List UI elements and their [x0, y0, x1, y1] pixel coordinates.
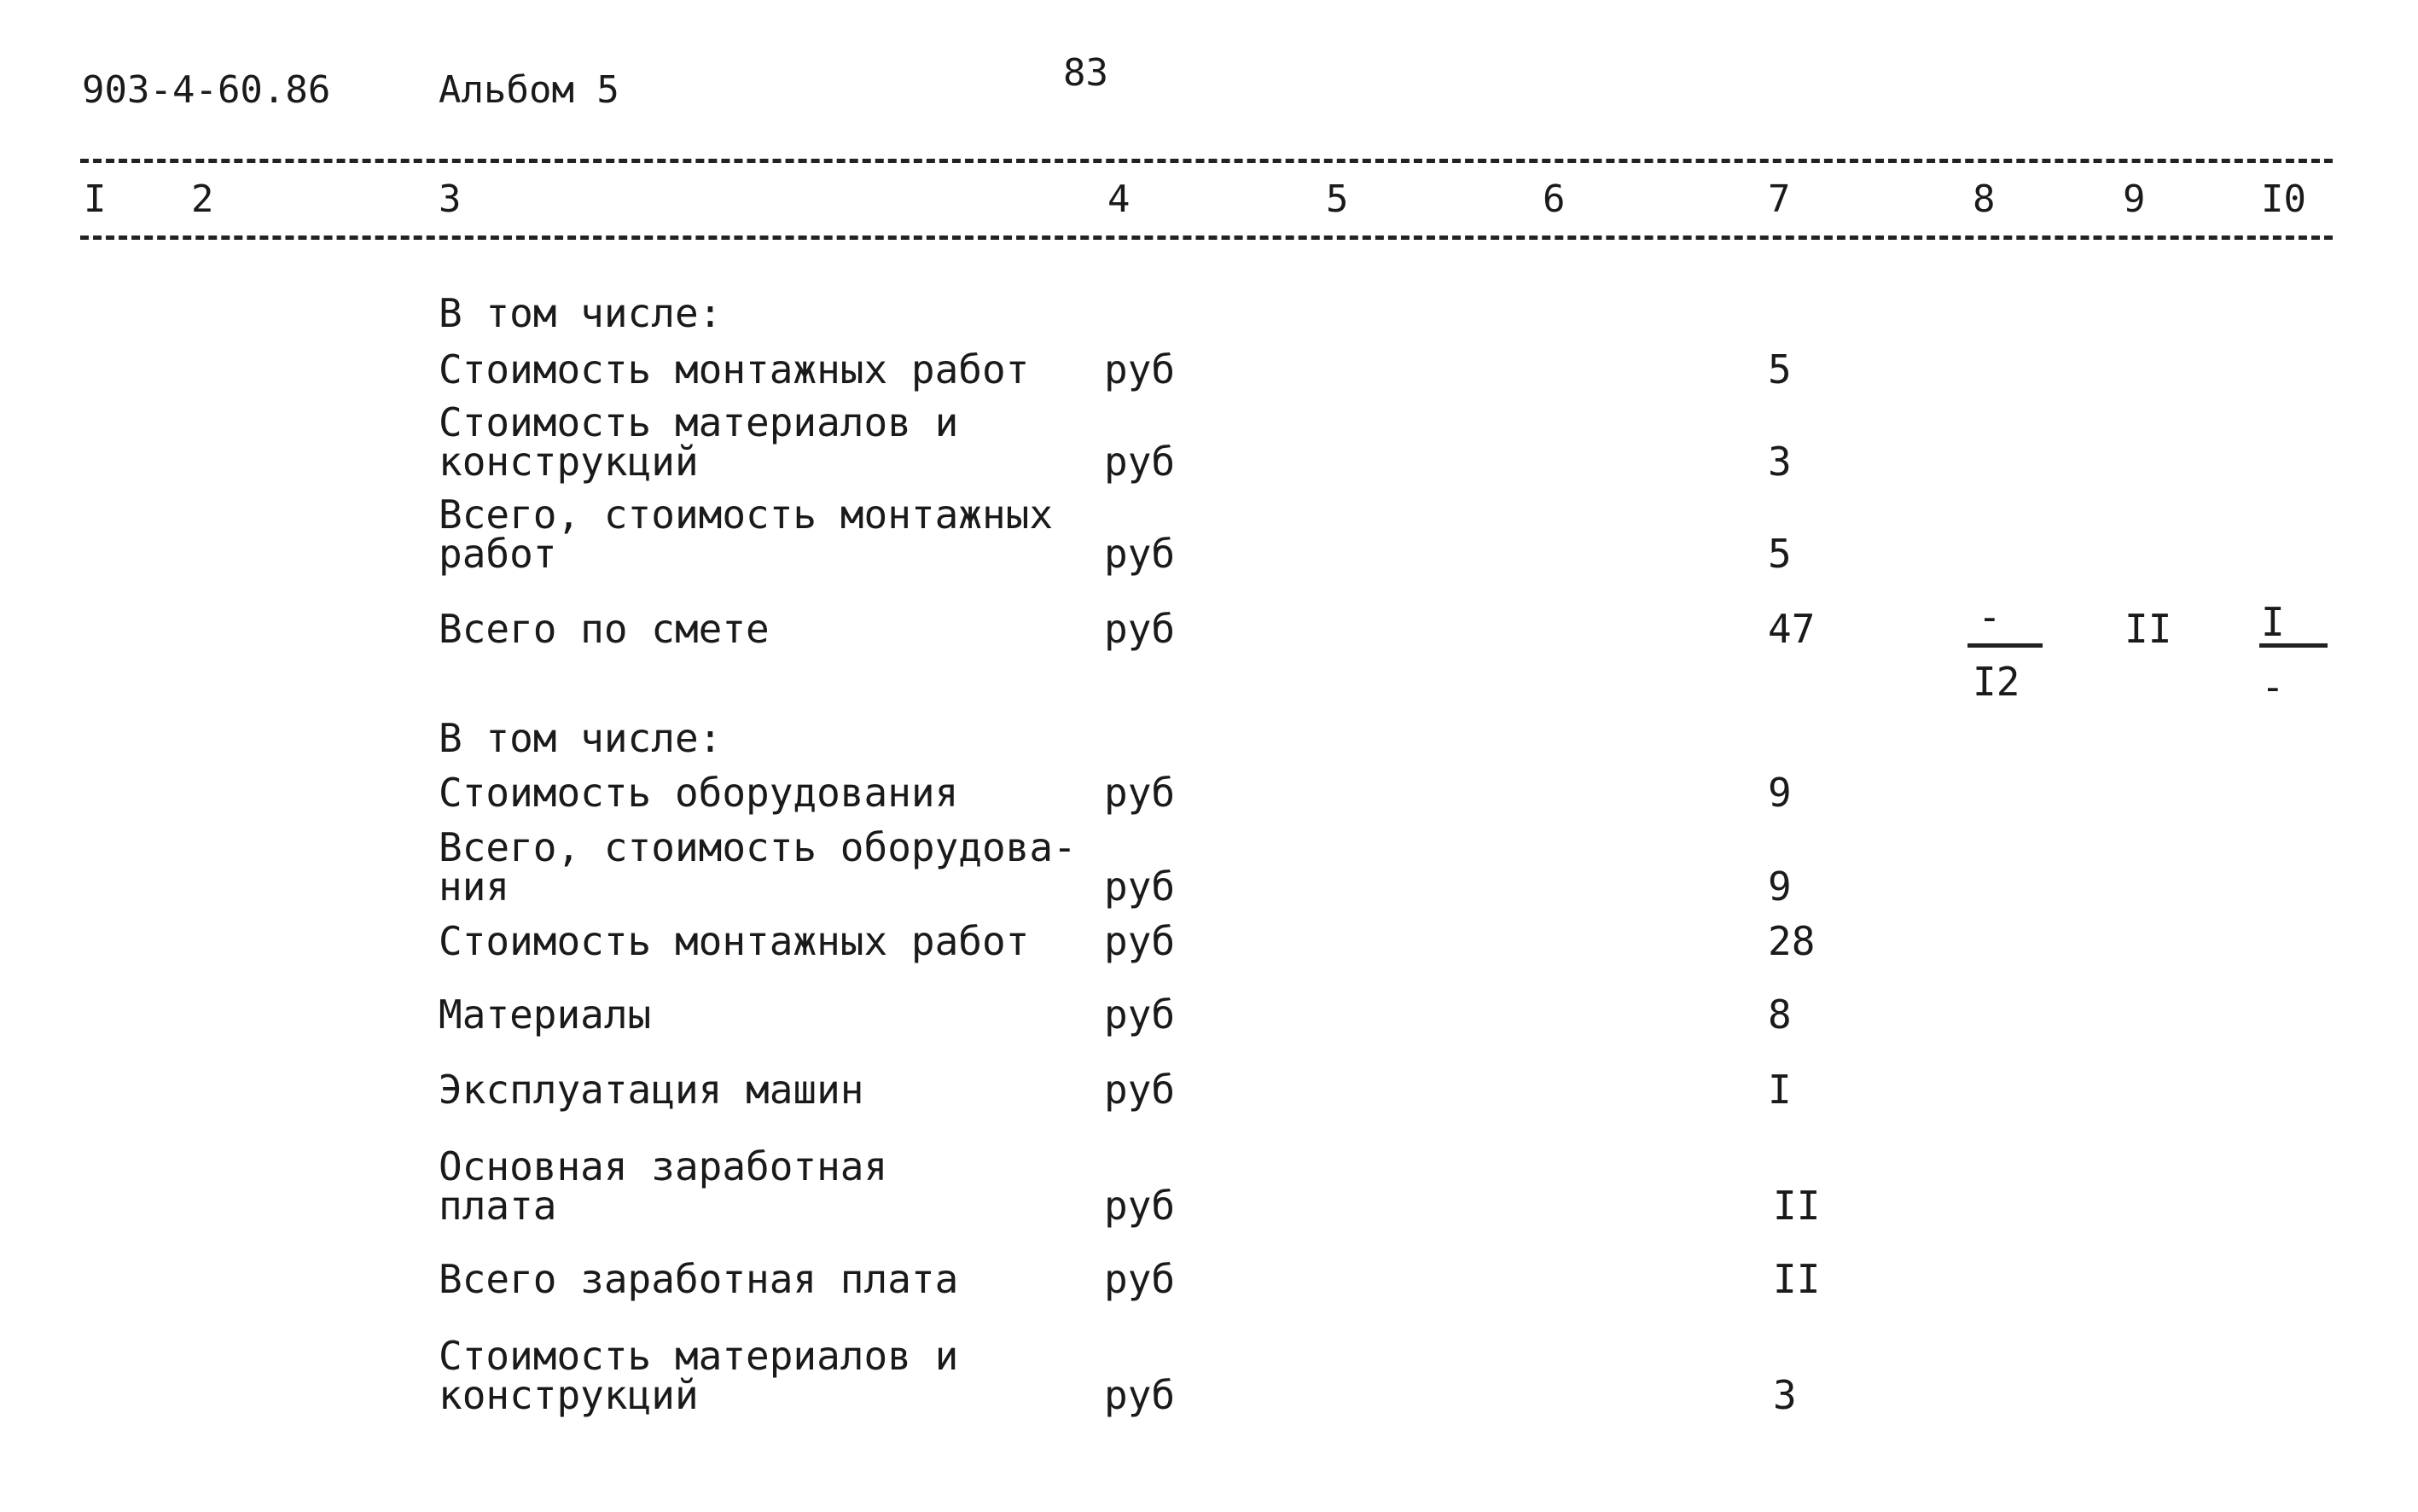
row-unit: руб	[1104, 918, 1176, 964]
album-label: Альбом 5	[439, 68, 619, 112]
col10-denominator: -	[2261, 664, 2285, 710]
row-label: Материалы	[439, 992, 652, 1038]
column-header-9: 9	[2123, 177, 2146, 221]
column-header-6: 6	[1543, 177, 1566, 221]
row-value: 9	[1768, 864, 1792, 910]
row-label: Стоимость оборудования	[439, 770, 959, 816]
row-label: В том числе:	[439, 290, 723, 336]
column-header-8: 8	[1973, 177, 1996, 221]
row-label-line1: Стоимость материалов и	[439, 1333, 959, 1379]
row-value: 47	[1768, 606, 1816, 652]
col9-value: II	[2124, 606, 2172, 652]
row-label-line1: Основная заработная	[439, 1143, 888, 1189]
row-unit: руб	[1104, 992, 1176, 1038]
col8-fraction-bar	[1968, 643, 2043, 648]
row-label: В том числе:	[439, 715, 723, 761]
row-label: Стоимость монтажных работ	[439, 346, 1030, 393]
row-label: Всего заработная плата	[439, 1256, 959, 1302]
row-unit: руб	[1104, 439, 1176, 485]
row-unit: руб	[1104, 1067, 1176, 1113]
header-top-rule	[80, 159, 2333, 163]
col10-numerator: I	[2261, 599, 2285, 645]
column-header-7: 7	[1768, 177, 1791, 221]
col10-fraction-bar	[2259, 643, 2328, 648]
column-header-1: I	[84, 177, 107, 221]
row-value: 5	[1768, 346, 1792, 393]
row-unit: руб	[1104, 1183, 1176, 1229]
row-unit: руб	[1104, 346, 1176, 393]
row-label-line2: плата	[439, 1183, 557, 1229]
row-label: Стоимость монтажных работ	[439, 918, 1030, 964]
row-label-line1: Всего, стоимость оборудова-	[439, 824, 1077, 870]
row-value: 3	[1773, 1372, 1797, 1418]
row-label-line2: ния	[439, 864, 510, 910]
row-value: II	[1773, 1256, 1821, 1302]
row-unit: руб	[1104, 1256, 1176, 1302]
column-header-10: I0	[2261, 177, 2306, 221]
row-value: 9	[1768, 770, 1792, 816]
row-label-line2: конструкций	[439, 439, 699, 485]
header-bottom-rule	[80, 236, 2333, 240]
row-label-line1: Стоимость материалов и	[439, 399, 959, 445]
page-number: 83	[1063, 51, 1108, 95]
row-unit: руб	[1104, 606, 1176, 652]
row-label-line2: конструкций	[439, 1372, 699, 1418]
row-value: 28	[1768, 918, 1816, 964]
row-unit: руб	[1104, 1372, 1176, 1418]
document-code: 903-4-60.86	[82, 68, 331, 112]
row-value: I	[1768, 1067, 1792, 1113]
column-header-4: 4	[1107, 177, 1131, 221]
row-value: 3	[1768, 439, 1792, 485]
col8-denominator: I2	[1973, 659, 2020, 705]
row-unit: руб	[1104, 770, 1176, 816]
row-value: II	[1773, 1183, 1821, 1229]
row-value: 5	[1768, 531, 1792, 577]
row-label: Эксплуатация машин	[439, 1067, 864, 1113]
row-value: 8	[1768, 992, 1792, 1038]
column-header-2: 2	[191, 177, 214, 221]
row-label: Всего по смете	[439, 606, 770, 652]
row-label-line1: Всего, стоимость монтажных	[439, 491, 1054, 538]
row-unit: руб	[1104, 531, 1176, 577]
row-unit: руб	[1104, 864, 1176, 910]
column-header-5: 5	[1326, 177, 1349, 221]
column-header-3: 3	[439, 177, 462, 221]
col8-numerator: -	[1978, 594, 2002, 640]
row-label-line2: работ	[439, 531, 557, 577]
